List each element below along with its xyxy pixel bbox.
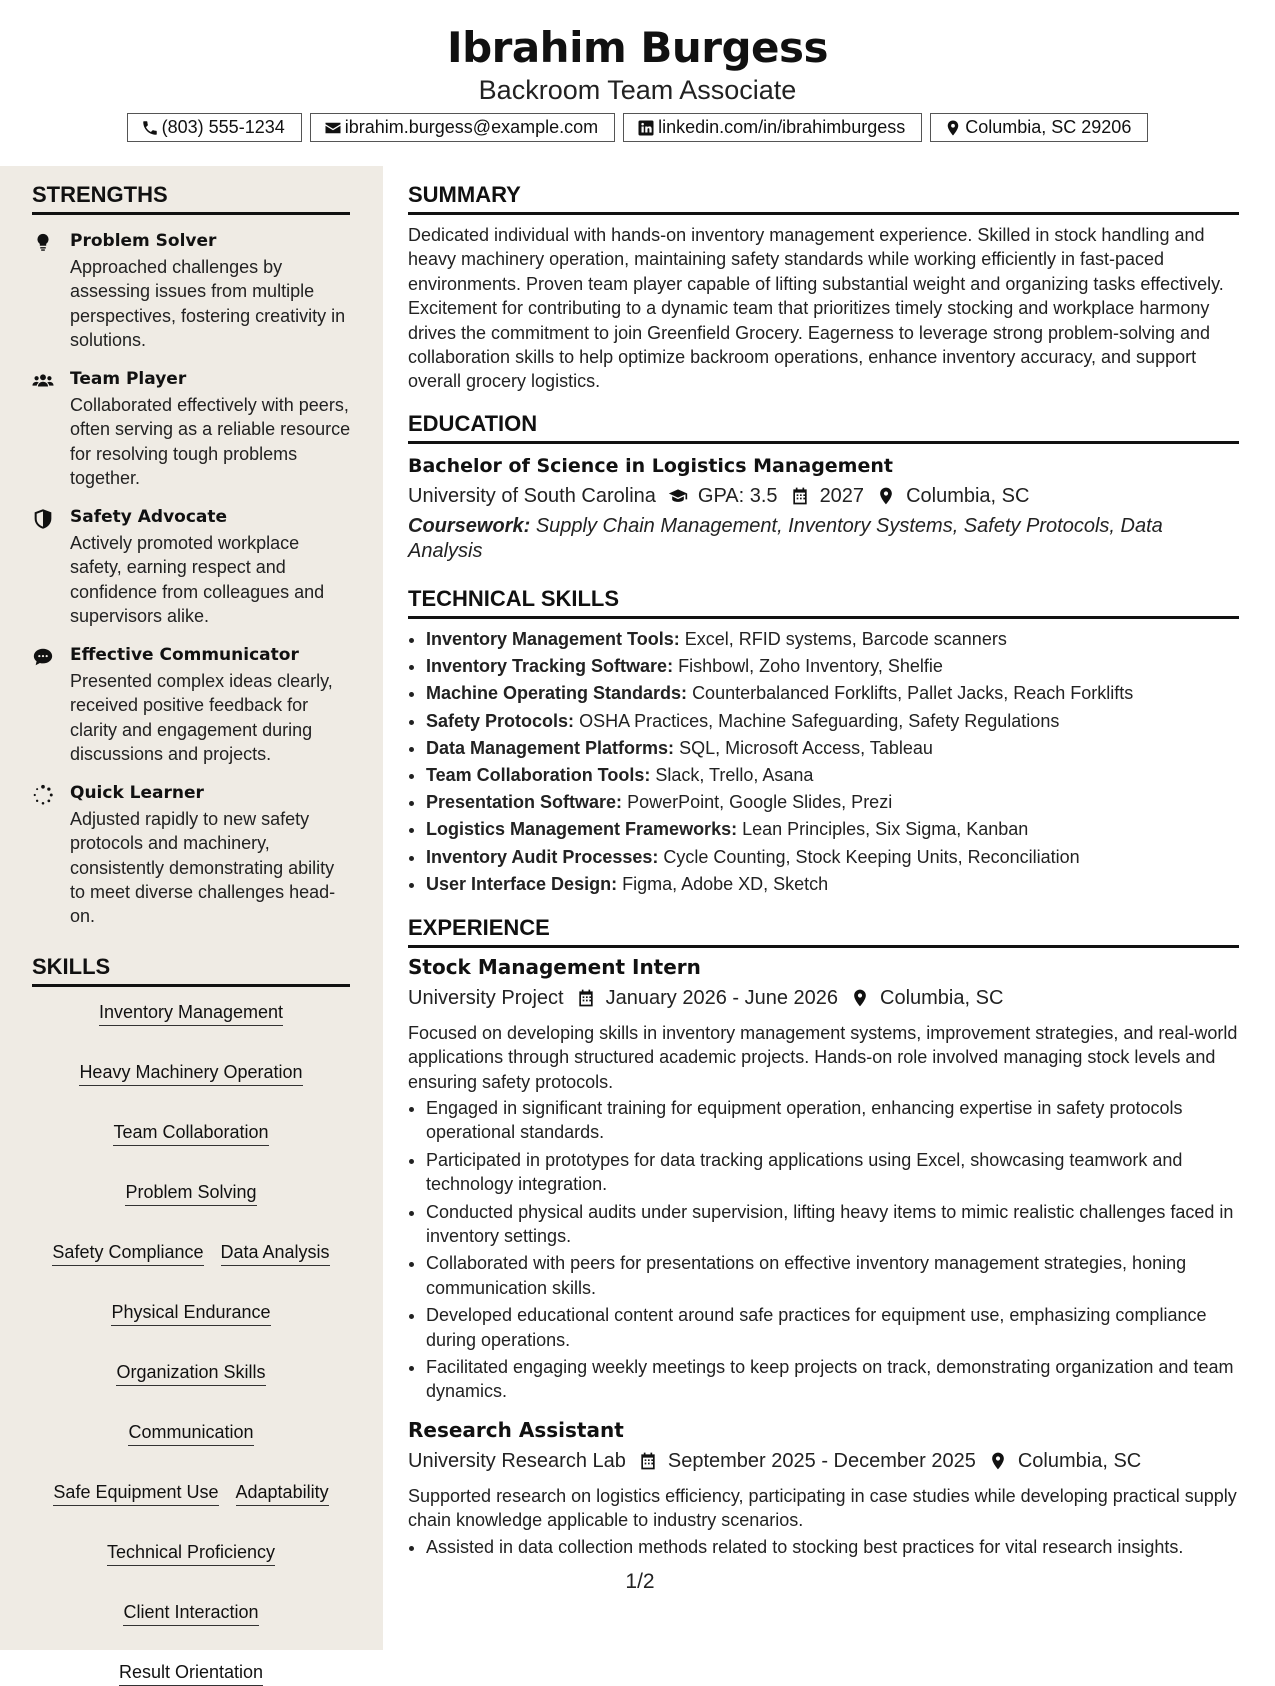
- strength-item: [32, 643, 352, 763]
- linkedin-icon: [637, 119, 655, 137]
- education-gpa: GPA: 3.5: [697, 485, 778, 507]
- education-heading: EDUCATION: [408, 411, 1239, 444]
- education-degree: Bachelor of Science in Logistics Management: [408, 455, 893, 477]
- job-dates: January 2026 - June 2026: [605, 987, 839, 1009]
- list-item: • Conducted physical audits under supervision, lifting heavy items to mimic realistic challenges faced in inventory settings.: [426, 1200, 1239, 1249]
- skill-category: Safety Protocols:: [426, 710, 575, 731]
- list-item: • Assisted in data collection methods related to stocking best practices for vital research insights.: [426, 1535, 1239, 1559]
- skill-tag: Heavy Machinery Operation: [79, 1060, 302, 1086]
- contact-location-text: Columbia, SC 29206: [965, 117, 1132, 137]
- job-meta: [408, 1447, 1239, 1475]
- skill-tag: Data Analysis: [221, 1240, 330, 1266]
- skill-category: User Interface Design:: [426, 873, 618, 894]
- list-item: • Developed educational content around safe practices for equipment use, emphasizing compliance during operations.: [426, 1303, 1239, 1352]
- job-bullets: [408, 1535, 1239, 1562]
- coursework-label: Coursework:: [408, 515, 531, 537]
- list-item: [426, 817, 1239, 841]
- education-school: University of South Carolina: [408, 485, 656, 507]
- skill-values: SQL, Microsoft Access, Tableau: [679, 737, 933, 758]
- skill-values: Slack, Trello, Asana: [655, 765, 814, 786]
- skill-values: OSHA Practices, Machine Safeguarding, Safety Regulations: [579, 710, 1060, 731]
- envelope-icon: [324, 119, 342, 137]
- calendar-icon: [576, 988, 596, 1008]
- phone-icon: [141, 119, 159, 137]
- job-meta: [408, 984, 1239, 1012]
- strength-item: [32, 229, 352, 349]
- graduation-cap-icon: [668, 486, 688, 506]
- contact-email-text: ibrahim.burgess@example.com: [344, 117, 599, 137]
- skill-values: Excel, RFID systems, Barcode scanners: [684, 629, 1007, 649]
- page-number: 1/2: [625, 1570, 655, 1593]
- contact-location: [930, 113, 1148, 142]
- experience-heading: EXPERIENCE: [408, 915, 1239, 948]
- list-item: [426, 654, 1239, 678]
- strength-item: [32, 505, 352, 625]
- skill-values: PowerPoint, Google Slides, Prezi: [627, 792, 893, 813]
- skill-tag: Organization Skills: [116, 1360, 265, 1386]
- education-meta: [408, 482, 1239, 510]
- job-summary: Focused on developing skills in inventory management systems, improvement strategies, and real-world applications through structured academic projects. Hands-on role involved managing stock levels and ensuring safety protocols.: [408, 1023, 1238, 1092]
- skill-tag: Technical Proficiency: [107, 1540, 275, 1566]
- location-pin-icon: [988, 1451, 1008, 1471]
- list-item: • Engaged in significant training for equipment operation, enhancing expertise in safety protocols operational standards.: [426, 1096, 1239, 1145]
- strength-title: Team Player: [70, 369, 187, 389]
- strength-title: Effective Communicator: [70, 645, 299, 665]
- job-bullet-list: [408, 1096, 1239, 1404]
- skill-category: Logistics Management Frameworks:: [426, 819, 738, 840]
- location-pin-icon: [850, 988, 870, 1008]
- list-item: • Participated in prototypes for data tracking applications using Excel, showcasing teamwork and technology integration.: [426, 1148, 1239, 1197]
- strength-title: Problem Solver: [70, 231, 217, 251]
- job-dates: September 2025 - December 2025: [667, 1450, 976, 1472]
- skill-category: Machine Operating Standards:: [426, 683, 688, 704]
- job-title: Stock Management Intern: [408, 955, 701, 979]
- contact-phone[interactable]: [127, 113, 302, 142]
- skill-tag: Physical Endurance: [111, 1300, 270, 1326]
- users-icon: [32, 370, 54, 392]
- list-item: [426, 763, 1239, 787]
- skill-tag: Communication: [128, 1420, 253, 1446]
- job-org: University Research Lab: [408, 1450, 626, 1472]
- skill-tag: Safety Compliance: [52, 1240, 203, 1266]
- skill-tag: Inventory Management: [99, 1000, 283, 1026]
- skill-category: Inventory Audit Processes:: [426, 846, 659, 867]
- speech-bubble-icon: [32, 646, 54, 668]
- strength-item: [32, 781, 352, 931]
- list-item: [426, 681, 1239, 705]
- contact-linkedin-text: linkedin.com/in/ibrahimburgess: [658, 117, 906, 137]
- strength-item: [32, 367, 352, 487]
- skill-category: Inventory Tracking Software:: [426, 656, 674, 677]
- strength-title: Quick Learner: [70, 783, 204, 803]
- skill-tag: Team Collaboration: [113, 1120, 268, 1146]
- skill-category: Data Management Platforms:: [426, 737, 675, 758]
- skill-tag: Client Interaction: [123, 1600, 258, 1626]
- skill-category: Inventory Management Tools:: [426, 629, 680, 649]
- job-summary: Supported research on logistics efficiency, participating in case studies while developing practical supply chain knowledge applicable to industry scenarios.: [408, 1486, 1237, 1531]
- list-item: • Facilitated engaging weekly meetings to keep projects on track, demonstrating organization and team dynamics.: [426, 1355, 1239, 1404]
- job-location: Columbia, SC: [880, 987, 1004, 1009]
- skill-values: Lean Principles, Six Sigma, Kanban: [742, 819, 1029, 840]
- contact-email[interactable]: [310, 113, 615, 142]
- list-item: [426, 709, 1239, 733]
- skills-list: [32, 1000, 350, 1686]
- education-coursework: [408, 514, 1239, 563]
- candidate-name: Ibrahim Burgess: [446, 23, 829, 72]
- skill-values: Fishbowl, Zoho Inventory, Shelfie: [678, 656, 943, 677]
- technical-skills-heading: TECHNICAL SKILLS: [408, 586, 1239, 619]
- strength-desc: Adjusted rapidly to new safety protocols and machinery, consistently demonstrating ability to meet diverse challenges head-on.: [70, 809, 336, 927]
- lightbulb-icon: [32, 232, 54, 254]
- spinner-icon: [32, 784, 54, 806]
- contact-linkedin[interactable]: [623, 113, 922, 142]
- job-bullet-list: [408, 1535, 1239, 1559]
- technical-skills-section: [408, 627, 1239, 899]
- technical-skills-list: [408, 627, 1239, 896]
- skill-tag: Safe Equipment Use: [53, 1480, 218, 1506]
- list-item: [426, 790, 1239, 814]
- strengths-heading: STRENGTHS: [32, 182, 350, 215]
- job-bullets: [408, 1096, 1239, 1407]
- skill-category: Presentation Software:: [426, 792, 623, 813]
- job-org: University Project: [408, 987, 564, 1009]
- strength-title: Safety Advocate: [70, 507, 228, 527]
- education-year: 2027: [819, 485, 865, 507]
- contact-bar: [0, 113, 1275, 142]
- summary-text: Dedicated individual with hands-on inventory management experience. Skilled in stock handling and heavy machinery operation, maintaining safety standards while working efficiently in fast-paced environments. Proven team player capable of lifting substantial weight and organizing tasks effectively. Excitement for contributing to a dynamic team that prioritizes timely stocking and workplace harmony drives the commitment to join Greenfield Grocery. Eagerness to leverage strong problem-solving and collaboration skills to help optimize backroom operations, enhance inventory accuracy, and support overall grocery logistics.: [408, 225, 1224, 392]
- strength-desc: Approached challenges by assessing issues from multiple perspectives, fostering creativity in solutions.: [70, 257, 346, 350]
- strength-desc: Collaborated effectively with peers, often serving as a reliable resource for resolving tough problems together.: [70, 395, 351, 488]
- location-pin-icon: [944, 119, 962, 137]
- skill-values: Figma, Adobe XD, Sketch: [622, 873, 829, 894]
- job-location: Columbia, SC: [1017, 1450, 1142, 1472]
- job-title-header: Backroom Team Associate: [478, 75, 797, 105]
- list-item: • Collaborated with peers for presentations on effective inventory management strategies, honing communication skills.: [426, 1251, 1239, 1300]
- education-location: Columbia, SC: [906, 485, 1030, 507]
- shield-icon: [32, 508, 54, 530]
- skill-tag: Adaptability: [236, 1480, 329, 1506]
- job-title: Research Assistant: [408, 1418, 624, 1442]
- calendar-icon: [790, 486, 810, 506]
- skill-tag: Problem Solving: [125, 1180, 256, 1206]
- skill-tag: Result Orientation: [119, 1660, 263, 1686]
- strength-desc: Actively promoted workplace safety, earning respect and confidence from colleagues and supervisors alike.: [70, 533, 325, 626]
- skill-values: Counterbalanced Forklifts, Pallet Jacks, Reach Forklifts: [692, 683, 1134, 704]
- coursework-text: Supply Chain Management, Inventory Systems, Safety Protocols, Data Analysis: [408, 515, 1163, 562]
- list-item: [426, 627, 1239, 651]
- skill-category: Team Collaboration Tools:: [426, 765, 651, 786]
- location-pin-icon: [876, 486, 896, 506]
- list-item: [426, 872, 1239, 896]
- calendar-icon: [638, 1451, 658, 1471]
- contact-phone-text: (803) 555-1234: [161, 117, 285, 137]
- skills-heading: SKILLS: [32, 954, 350, 987]
- list-item: [426, 736, 1239, 760]
- strength-desc: Presented complex ideas clearly, received positive feedback for clarity and engagement during discussions and projects.: [70, 671, 333, 764]
- list-item: [426, 845, 1239, 869]
- skill-values: Cycle Counting, Stock Keeping Units, Reconciliation: [663, 846, 1080, 867]
- summary-heading: SUMMARY: [408, 182, 1239, 215]
